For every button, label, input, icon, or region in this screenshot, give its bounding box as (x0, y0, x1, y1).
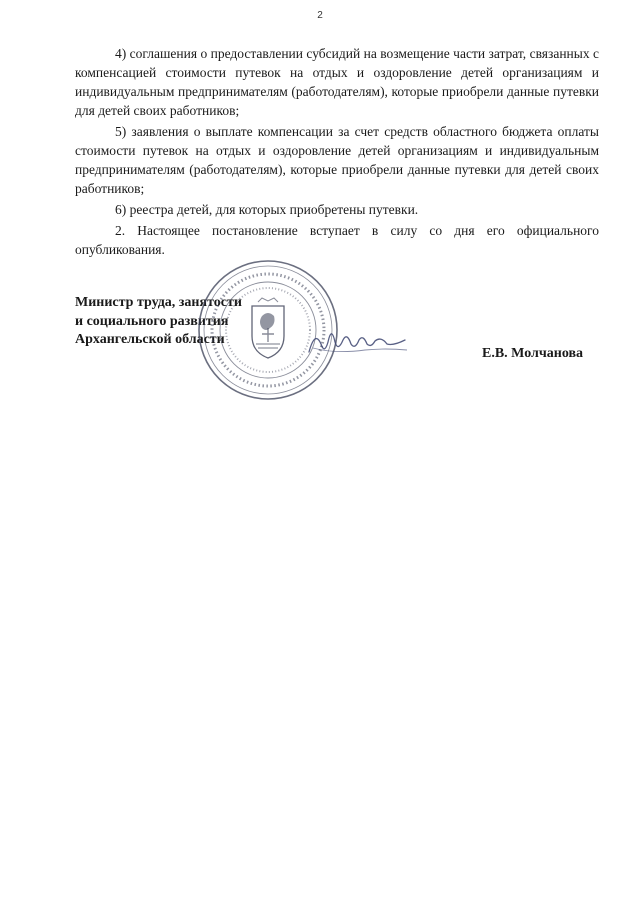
paragraph-item-6: 6) реестра детей, для которых приобретены путевки. (115, 202, 419, 217)
paragraph-item-4: 4) соглашения о предоставлении субсидий на возмещение части затрат, связанных с компенсацией стоимости путевок на отдых и оздоровление детей организациям и индивидуальным предпринимателям (работодателям), которые приобрели данные путевки для детей своих работников; (75, 46, 599, 118)
page-number: 2 (317, 10, 323, 21)
document-body (75, 44, 599, 261)
paragraph-item-5: 5) заявления о выплате компенсации за счет средств областного бюджета оплаты стоимости путевок на отдых и оздоровление детей организациям и индивидуальным предпринимателям (работодателям), которые приобрели данные путевки для детей своих работников; (75, 124, 599, 196)
signer-title-line: Министр труда, занятости (75, 295, 242, 310)
paragraph-point-2: 2. Настоящее постановление вступает в силу со дня его официального опубликования. (75, 223, 599, 257)
signer-name: Е.В. Молчанова (482, 346, 584, 361)
signer-title-line: Архангельской области (75, 332, 225, 347)
handwritten-signature-icon (305, 322, 410, 362)
signer-title-line: и социального развития (75, 313, 229, 329)
